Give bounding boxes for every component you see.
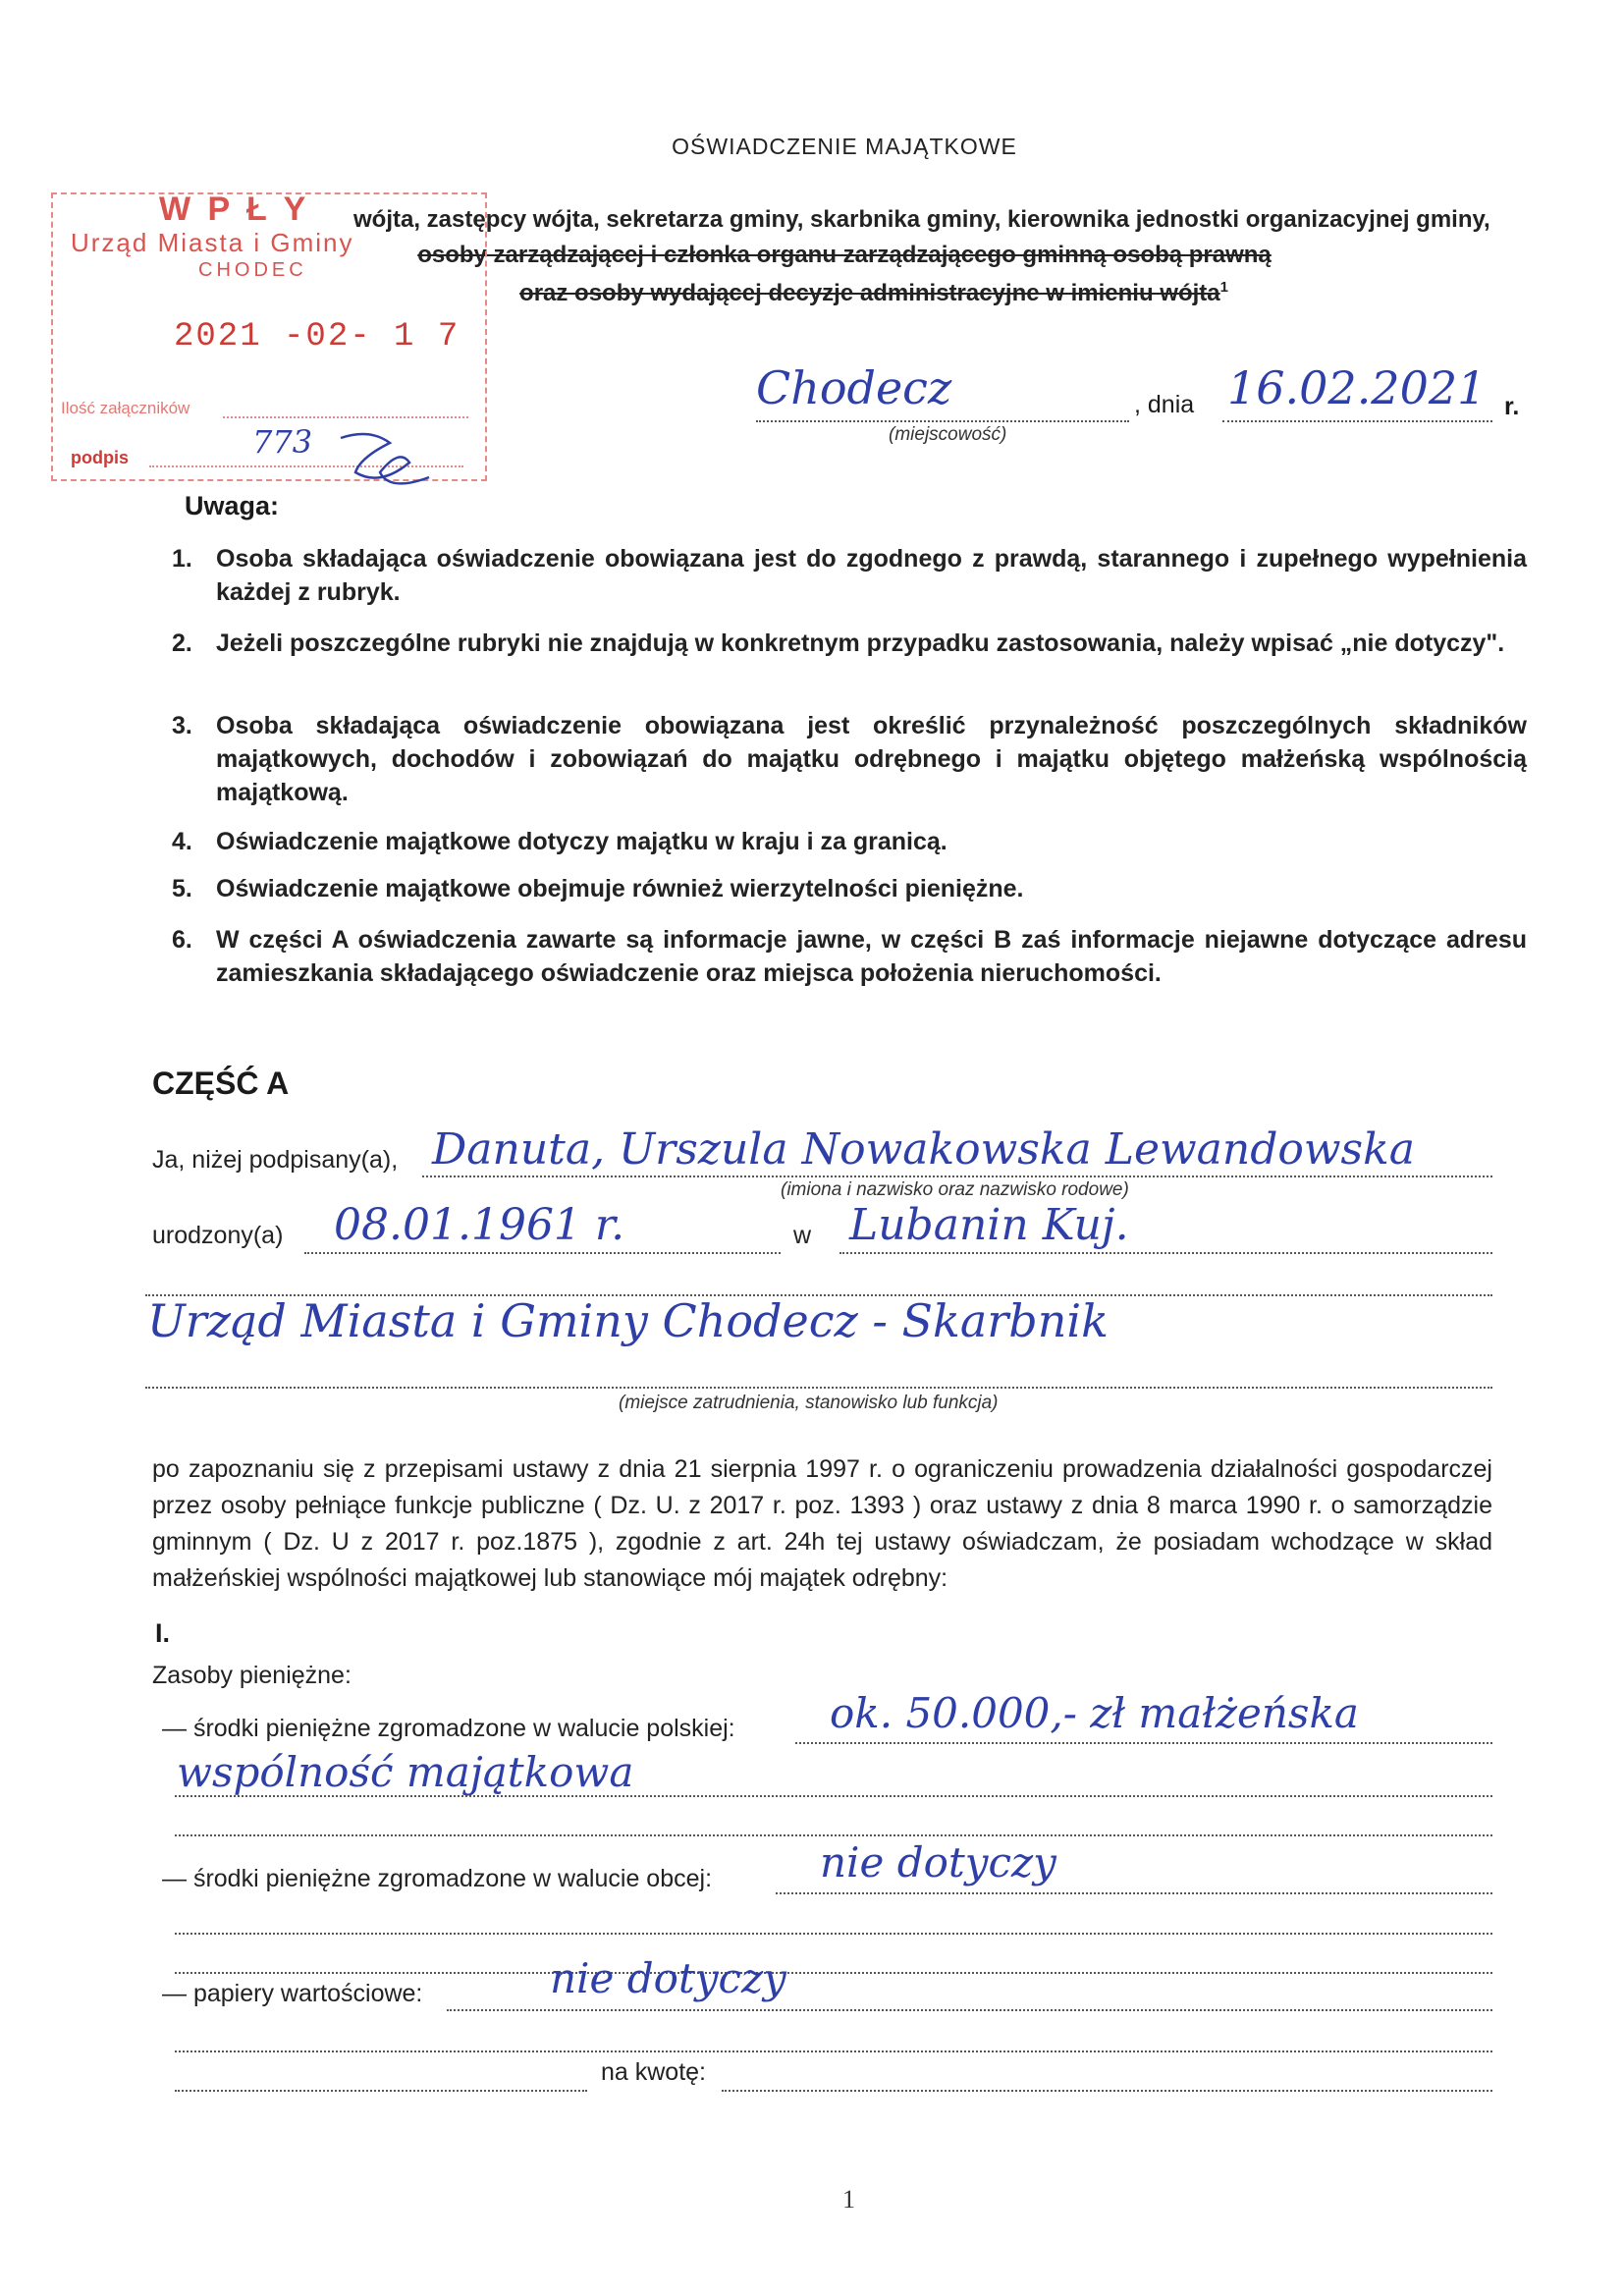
note-text: W części A oświadczenia zawarte są informacje jawne, w części B zaś informacje niejawne dotyczące adresu zamieszkania składającego oświadczenie oraz miejsca położenia nieruchomości. <box>216 926 1527 987</box>
foreign-label: — środki pieniężne zgromadzone w walucie obcej: <box>162 1865 713 1892</box>
securities-value-handwritten: nie dotyczy <box>550 1954 786 2002</box>
notes-heading: Uwaga: <box>185 491 280 520</box>
stamp-line-3: CHODEC <box>198 259 307 281</box>
header-line-2: osoby zarządzającej i członka organu zarządzającego gminną osobą prawną <box>417 242 1272 268</box>
footnote-mark: 1 <box>1219 279 1228 296</box>
intro-paragraph: po zapoznaniu się z przepisami ustawy z dnia 21 sierpnia 1997 r. o ograniczeniu prowadzenia działalności gospodarczej przez osoby pełniące funkcje publiczne ( Dz. U. z 2017 r. poz. 1393 ) oraz ustawy z dnia 8 marca 1990 r. o samorządzie gminnym ( Dz. U z 2017 r. poz.1875 ), zgodnie z art. 24h tej ustawy oświadczam, że posiadam wchodzące w skład małżeńskiej wspólności majątkowej lub stanowiące mój majątek odrębny: <box>152 1455 1492 1592</box>
signed-label: Ja, niżej podpisany(a), <box>152 1146 399 1174</box>
note-number: 3. <box>172 712 192 739</box>
note-item <box>172 709 1527 812</box>
note-number: 6. <box>172 926 192 954</box>
pln-value-2-handwritten: wspólność majątkowa <box>177 1748 634 1796</box>
pln-label: — środki pieniężne zgromadzone w walucie polskiej: <box>162 1715 735 1742</box>
in-label: w <box>793 1222 812 1249</box>
employment-handwritten: Urząd Miasta i Gminy Chodecz - Skarbnik <box>147 1294 1109 1347</box>
header-line-3 <box>432 279 1316 307</box>
born-label: urodzony(a) <box>152 1222 284 1249</box>
name-caption: (imiona i nazwisko oraz nazwisko rodowe) <box>781 1179 1129 1200</box>
birth-date-handwritten: 08.01.1961 r. <box>334 1200 625 1250</box>
pln-line-1 <box>795 1742 1492 1744</box>
date-line <box>1222 420 1492 422</box>
header-line-3-text: oraz osoby wydającej decyzje administracyjne w imieniu wójta <box>519 280 1220 306</box>
securities-line-2 <box>175 2050 1492 2052</box>
birth-place-handwritten: Lubanin Kuj. <box>849 1200 1129 1250</box>
page-number: 1 <box>842 2185 855 2214</box>
note-item <box>172 627 1527 695</box>
pln-line-3 <box>175 1834 1492 1836</box>
document-title: OŚWIADCZENIE MAJĄTKOWE <box>672 134 1017 159</box>
employment-caption: (miejsce zatrudnienia, stanowisko lub funkcja) <box>619 1393 999 1413</box>
place-caption: (miejscowość) <box>889 424 1007 445</box>
note-item <box>172 923 1527 992</box>
amount-line <box>722 2090 1492 2092</box>
note-item <box>172 825 1527 860</box>
name-handwritten: Danuta, Urszula Nowakowska Lewandowska <box>432 1124 1416 1175</box>
birth-date-line <box>304 1252 781 1254</box>
note-text: Osoba składająca oświadczenie obowiązana jest do zgodnego z prawdą, starannego i zupełnego wypełnienia każdej z rubryk. <box>216 545 1527 606</box>
stamp-line-1: W P Ł Y <box>159 191 310 228</box>
foreign-line-3 <box>175 1972 1492 1974</box>
part-a-heading: CZĘŚĆ A <box>152 1066 290 1101</box>
securities-line-1 <box>447 2009 1492 2011</box>
securities-line-3 <box>175 2090 587 2092</box>
stamp-handwritten-number: 773 <box>252 423 313 461</box>
birth-place-line <box>839 1252 1492 1254</box>
note-text: Jeżeli poszczególne rubryki nie znajdują w konkretnym przypadku zastosowania, należy wpisać „nie dotyczy". <box>216 629 1505 657</box>
note-number: 1. <box>172 545 192 573</box>
note-number: 4. <box>172 828 192 855</box>
header-line-1-text: wójta, zastępcy wójta, sekretarza gminy, skarbnika gminy, kierownika jednostki organizacyjnej gminy, <box>353 206 1490 233</box>
stamp-signature-label: podpis <box>71 448 129 467</box>
note-text: Oświadczenie majątkowe obejmuje również wierzytelności pieniężne. <box>216 875 1024 902</box>
note-item <box>172 872 1527 907</box>
foreign-line-2 <box>175 1933 1492 1935</box>
date-suffix: r. <box>1504 393 1520 420</box>
incoming-stamp <box>51 192 488 487</box>
place-line <box>756 420 1129 422</box>
stamp-line-2: Urząd Miasta i Gminy <box>71 228 354 257</box>
date-handwritten: 16.02.2021 <box>1227 361 1487 414</box>
foreign-value-handwritten: nie dotyczy <box>820 1838 1056 1886</box>
name-line <box>422 1175 1492 1177</box>
pln-line-2 <box>175 1795 1492 1797</box>
header-line-1 <box>353 206 1532 234</box>
note-text: Osoba składająca oświadczenie obowiązana jest określić przynależność poszczególnych składników majątkowych, dochodów i zobowiązań do majątku odrębnego i majątku objętego małżeńską wspólnością majątkową. <box>216 712 1527 806</box>
pln-value-handwritten: ok. 50.000,- zł małżeńska <box>830 1689 1359 1737</box>
foreign-line-1 <box>776 1892 1492 1894</box>
stamp-attachments-label: Ilość załączników <box>61 399 190 417</box>
note-text: Oświadczenie majątkowe dotyczy majątku w kraju i za granicą. <box>216 828 947 855</box>
employment-line-2 <box>145 1387 1492 1389</box>
section-roman: I. <box>155 1618 171 1648</box>
place-handwritten: Chodecz <box>756 361 952 414</box>
stamp-initials-scribble <box>331 418 439 497</box>
note-number: 2. <box>172 629 192 657</box>
date-prefix: , dnia <box>1134 391 1195 418</box>
note-item <box>172 542 1527 611</box>
securities-label: — papiery wartościowe: <box>162 1980 423 2007</box>
note-number: 5. <box>172 875 192 902</box>
stamp-date: 2021 -02- 1 7 <box>174 318 460 355</box>
section-heading: Zasoby pieniężne: <box>152 1662 352 1689</box>
amount-label: na kwotę: <box>601 2058 707 2086</box>
